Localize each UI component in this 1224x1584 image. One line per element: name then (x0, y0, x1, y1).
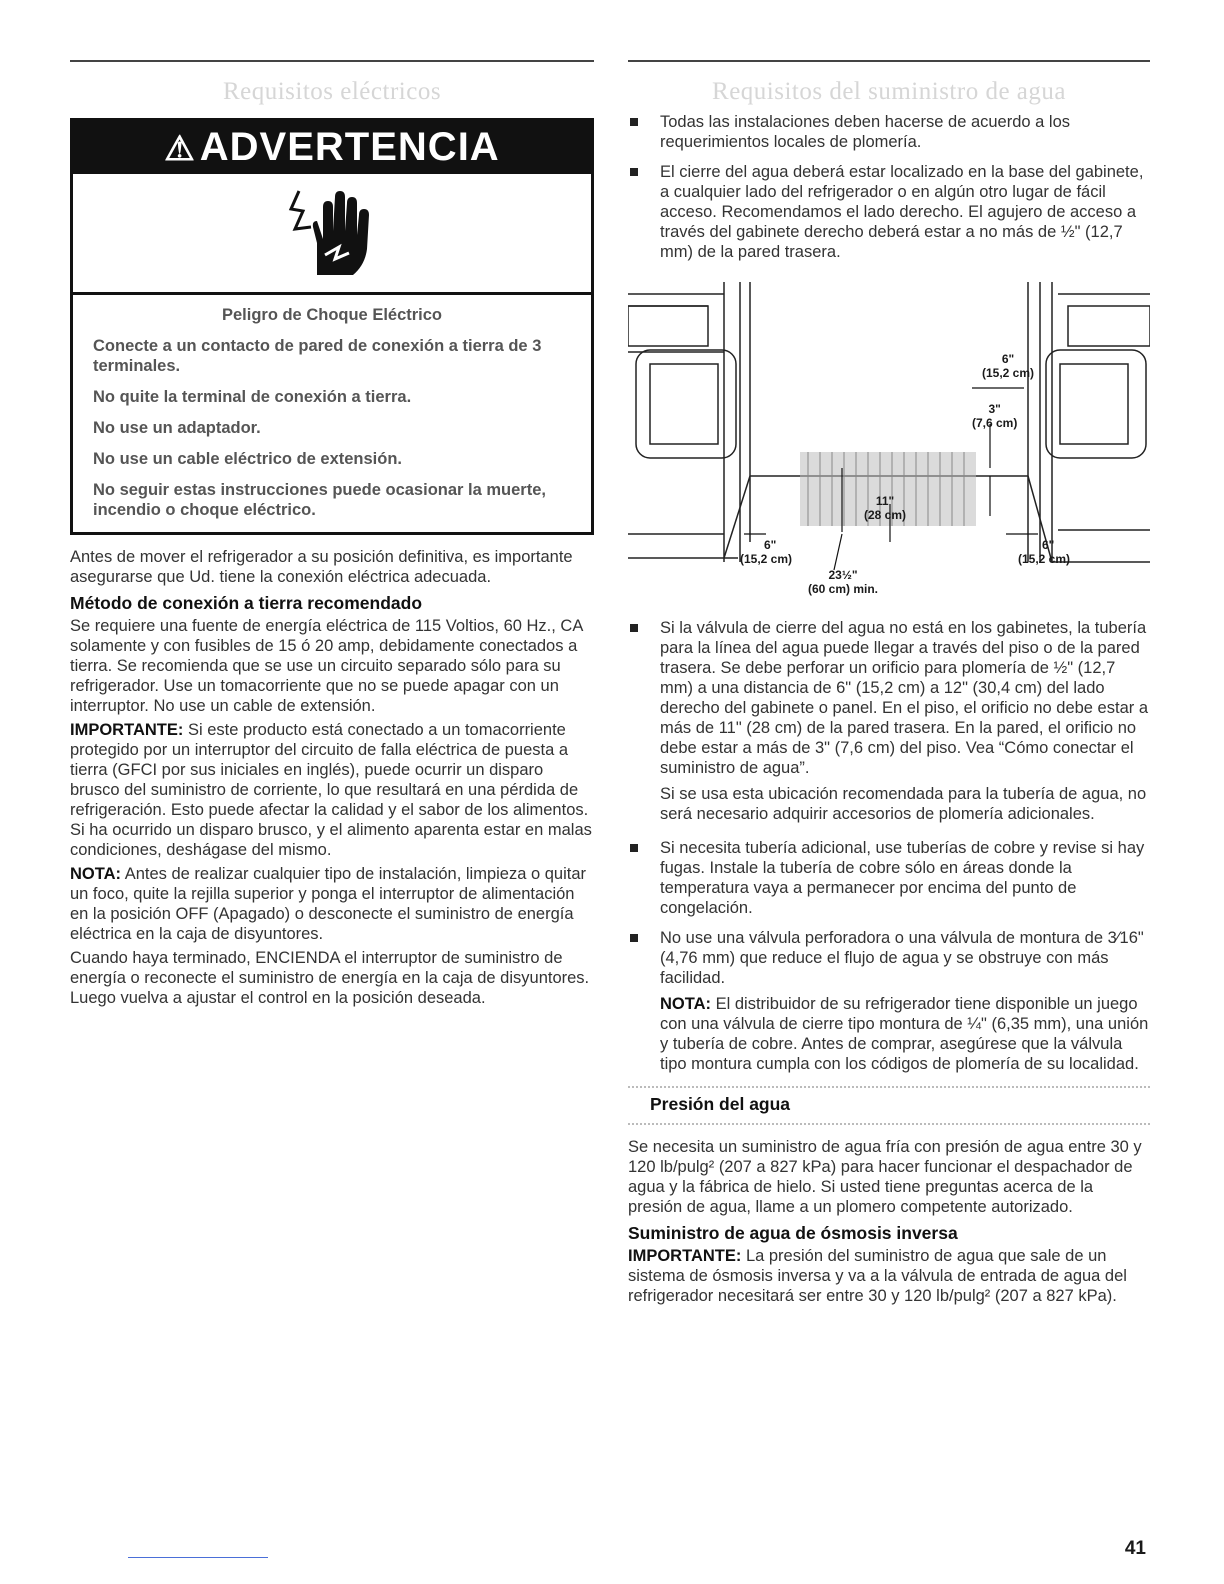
nota-paragraph (70, 864, 594, 944)
left-column (70, 60, 594, 1012)
warning-line: No use un cable eléctrico de extensión. (93, 450, 403, 468)
list-item: Todas las instalaciones deben hacerse de acuerdo a los requerimientos locales de plomería. (628, 112, 1150, 152)
dim-text: (15,2 cm) (982, 366, 1035, 380)
final-paragraph: Cuando haya terminado, ENCIENDA el interruptor de suministro de energía o reconecte el suministro de energía en la caja de disyuntores. Luego vuelva a ajustar el control en la posición deseada. (70, 949, 590, 1007)
bullet-list-mid (628, 618, 1150, 778)
warning-line: Peligro de Choque Eléctrico (221, 306, 443, 324)
dim-text: (15,2 cm) (1018, 552, 1071, 566)
dim-text: 3" (988, 402, 1001, 416)
warning-header-text: ADVERTENCIA (199, 125, 500, 169)
dim-text: 6" (1042, 538, 1055, 552)
nota-text: El distribuidor de su refrigerador tiene disponible un juego con una válvula de cierre tipo montura de ¼" (6,35 mm), una unión y tubería de cobre. Antes de comprar, asegúrese que la válvula tipo montura cumpla con los códigos de plomería de su localidad. (660, 995, 1149, 1073)
warning-triangle-icon: ⚠ (164, 130, 196, 168)
important-label: IMPORTANTE: (70, 721, 184, 739)
dim-text: (7,6 cm) (972, 416, 1018, 430)
list-item: Si necesita tubería adicional, use tuberías de cobre y revise si hay fugas. Instale la tubería de cobre sólo en áreas donde la temperatura vaya a permanecer por encima del punto de congelación. (628, 838, 1150, 918)
warning-header (73, 121, 591, 174)
warning-line: No quite la terminal de conexión a tierra. (93, 388, 412, 406)
warning-box (70, 118, 594, 535)
nota-paragraph (628, 994, 1150, 1074)
dim-label-3 (972, 402, 1017, 430)
nota-label: NOTA: (660, 995, 712, 1013)
dim-text: (15,2 cm) (740, 552, 793, 566)
dim-label-6-left (740, 538, 792, 566)
important-paragraph (70, 720, 594, 860)
dim-text: (60 cm) min. (807, 582, 879, 596)
nota-label: NOTA: (70, 865, 122, 883)
water-line-diagram (628, 272, 1150, 612)
dim-text: 11" (875, 494, 895, 508)
pressure-paragraph: Se necesita un suministro de agua fría con presión de agua entre 30 y 120 lb/pulg² (207 a 827 kPa) para hacer funcionar el despachador de agua y la fábrica de hielo. Si usted tiene preguntas acerca de la presión de agua, llame a un plomero competente autorizado. (628, 1138, 1142, 1216)
top-rule (628, 60, 1150, 62)
dim-label-6-top (982, 352, 1034, 380)
pressure-heading: Presión del agua (650, 1094, 791, 1114)
dim-text: 23½" (828, 568, 858, 582)
list-item: No use una válvula perforadora o una válvula de montura de 3⁄16" (4,76 mm) que reduce el flujo de agua y se obstruye con más facilidad. (628, 928, 1150, 988)
dim-label-23 (798, 568, 888, 596)
right-column (628, 60, 1150, 1310)
ro-paragraph (628, 1246, 1150, 1306)
dim-text: (28 cm) (864, 508, 907, 522)
ro-important-label: IMPORTANTE: (628, 1247, 742, 1265)
footer-line (128, 1557, 268, 1558)
bullet-list-low (628, 838, 1150, 988)
ro-heading: Suministro de agua de ósmosis inversa (628, 1223, 958, 1243)
list-item: Si la válvula de cierre del agua no está en los gabinetes, la tubería para la línea del agua puede llegar a través del piso o de la pared trasera. Se debe perforar un orificio para plomería de ½" (12,7 mm) a una distancia de 6" (15,2 cm) a 12" (30,4 cm) del lado derecho del gabinete o panel. En el piso, el orificio no debe estar a más de 11" (28 cm) de la pared trasera. En la pared, el orificio no debe estar a más de 3" (7,6 cm) del piso. Vea “Cómo conectar el suministro de agua”. (628, 618, 1150, 778)
pressure-heading-band (628, 1086, 1150, 1125)
warning-body (73, 295, 591, 532)
ro-important-text: La presión del suministro de agua que sale de un sistema de ósmosis inversa y va a la válvula de entrada de agua del refrigerador necesitará ser entre 30 y 120 lb/pulg² (207 a 827 kPa). (628, 1247, 1127, 1305)
warning-line: Conecte a un contacto de pared de conexión a tierra de 3 terminales. (93, 337, 542, 375)
section-title-electrical: Requisitos eléctricos (222, 78, 442, 105)
method-paragraph: Se requiere una fuente de energía eléctrica de 115 Voltios, 60 Hz., CA solamente y con fusibles de 15 ó 20 amp, debidamente conectados a tierra. Se recomienda que se use un circuito separado sólo para su refrigerador. Use un tomacorriente que no se puede apagar con un interruptor. No use un cable de extensión. (70, 617, 583, 715)
dim-text: 6" (1001, 352, 1015, 366)
top-rule (70, 60, 594, 62)
dim-label-11 (864, 494, 906, 522)
mid-sub-paragraph: Si se usa esta ubicación recomendada para la tubería de agua, no será necesario adquirir accesorios de plomería adicionales. (660, 785, 1147, 823)
bullet-list-top (628, 112, 1150, 262)
diagram-drawing (628, 272, 1150, 612)
warning-line: No use un adaptador. (93, 419, 261, 437)
important-text: Si este producto está conectado a un tomacorriente protegido por un interruptor del circuito de falla eléctrica de puesta a tierra (GFCI por sus iniciales en inglés), puede ocurrir un disparo brusco del suministro de corriente, lo que resultará en una pérdida de refrigeración. Esto puede afectar la calidad y el sabor de los alimentos. Si ha ocurrido un disparo brusco, y el alimento aparenta estar en malas condiciones, deshágase del mismo. (70, 721, 592, 859)
warning-line: No seguir estas instrucciones puede ocasionar la muerte, incendio o choque eléctrico. (93, 481, 546, 519)
electric-shock-hand-icon (73, 174, 591, 295)
intro-paragraph: Antes de mover el refrigerador a su posición definitiva, es importante asegurarse que Ud. tiene la conexión eléctrica adecuada. (70, 548, 573, 586)
dim-label-6-right (1018, 538, 1070, 566)
section-title-water: Requisitos del suministro de agua (712, 78, 1066, 105)
page-number: 41 (1124, 1538, 1146, 1559)
dim-text: 6" (764, 538, 777, 552)
list-item: El cierre del agua deberá estar localizado en la base del gabinete, a cualquier lado del refrigerador o en algún otro lugar de fácil acceso. Recomendamos el lado derecho. El agujero de acceso a través del gabinete derecho deberá estar a no más de ½" (12,7 mm) de la pared trasera. (628, 162, 1150, 262)
nota-text: Antes de realizar cualquier tipo de instalación, limpieza o quitar un foco, quite la rejilla superior y ponga el interruptor de alimentación en la posición OFF (Apagado) o desconecte el suministro de energía eléctrica en la caja de disyuntores. (70, 865, 587, 943)
method-heading: Método de conexión a tierra recomendado (70, 593, 423, 613)
